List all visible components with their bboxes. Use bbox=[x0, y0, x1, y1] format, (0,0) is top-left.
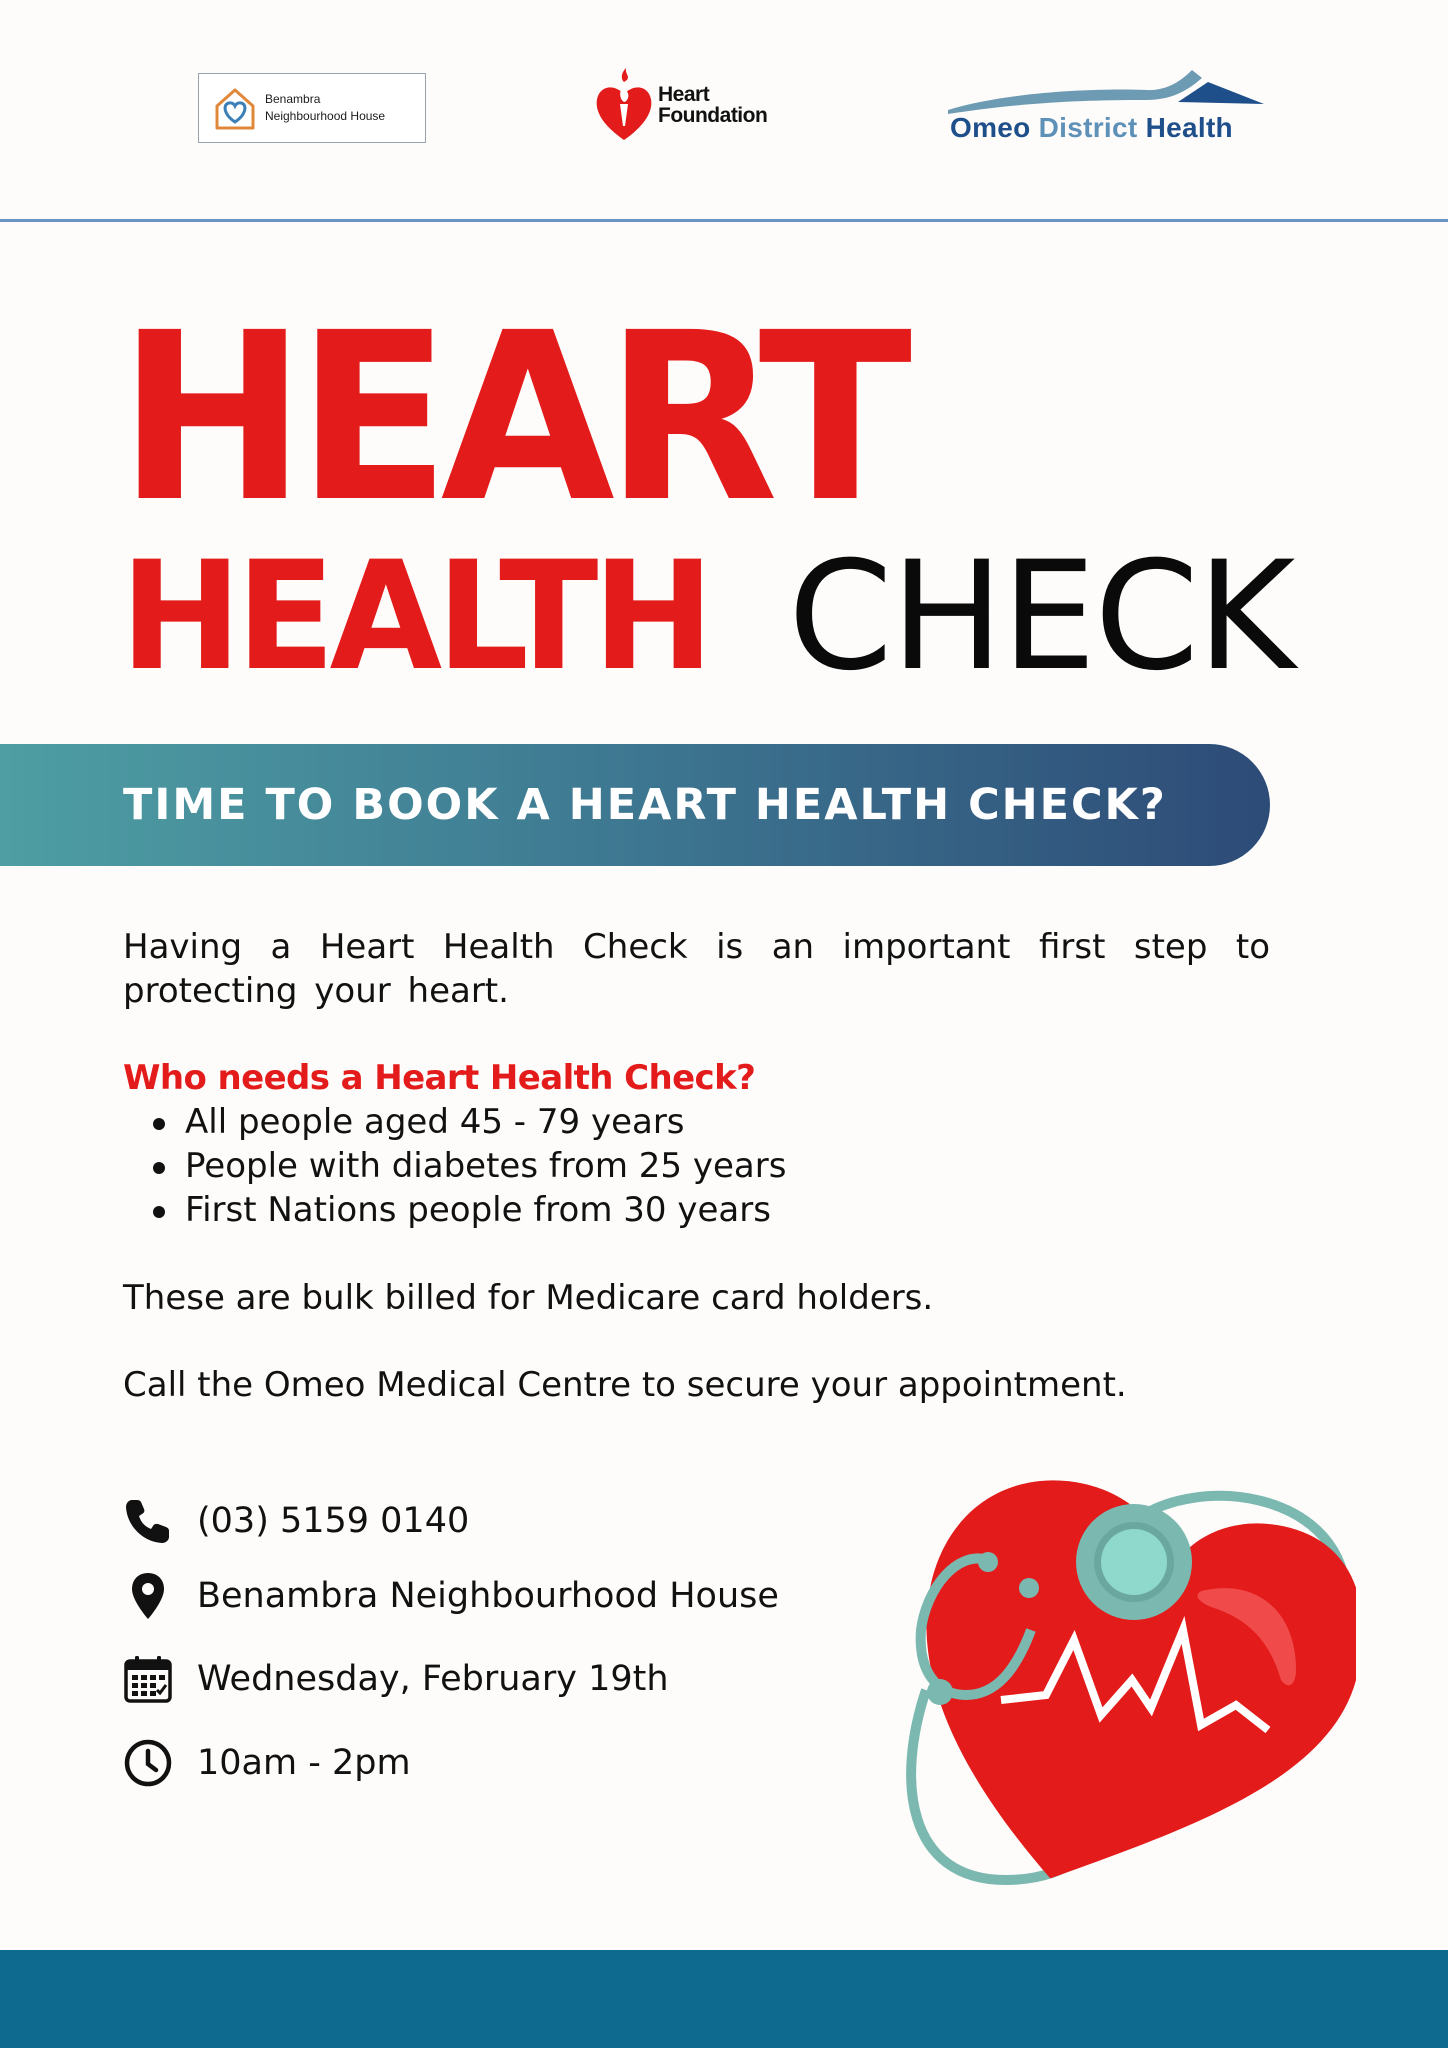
phone-icon bbox=[123, 1496, 173, 1546]
phone-number[interactable]: (03) 5159 0140 bbox=[197, 1501, 470, 1541]
footer-bar bbox=[0, 1950, 1448, 2048]
list-item: All people aged 45 - 79 years bbox=[123, 1100, 786, 1144]
mountain-swoosh-icon bbox=[946, 66, 1266, 116]
date-text: Wednesday, February 19th bbox=[197, 1659, 669, 1699]
call-instruction: Call the Omeo Medical Centre to secure your appointment. bbox=[123, 1365, 1127, 1405]
list-item: First Nations people from 30 years bbox=[123, 1188, 786, 1232]
who-needs-heading: Who needs a Heart Health Check? bbox=[123, 1058, 756, 1098]
house-heart-icon bbox=[213, 84, 257, 132]
time-row bbox=[123, 1735, 411, 1791]
eligibility-list bbox=[123, 1100, 786, 1232]
location-row bbox=[123, 1568, 779, 1624]
title-line2 bbox=[120, 530, 1294, 704]
location-pin-icon bbox=[123, 1571, 173, 1621]
time-text: 10am - 2pm bbox=[197, 1743, 411, 1783]
benambra-logo bbox=[198, 73, 426, 143]
heart-foundation-logo bbox=[594, 66, 767, 144]
intro-paragraph: Having a Heart Health Check is an important first step to protecting your heart. bbox=[123, 927, 1270, 1011]
phone-row[interactable] bbox=[123, 1493, 469, 1549]
heart-foundation-line2: Foundation bbox=[658, 104, 768, 127]
benambra-logo-line2: Neighbourhood House bbox=[265, 109, 386, 123]
health-word: Health bbox=[1145, 112, 1233, 143]
location-text: Benambra Neighbourhood House bbox=[197, 1576, 779, 1616]
title-heart: HEART bbox=[118, 283, 903, 553]
clock-icon bbox=[123, 1738, 173, 1788]
district-word: District bbox=[1038, 112, 1146, 143]
section-banner bbox=[0, 744, 1270, 866]
omeo-word: Omeo bbox=[950, 112, 1039, 143]
banner-text: TIME TO BOOK A HEART HEALTH CHECK? bbox=[123, 780, 1167, 830]
title-health: HEALTH bbox=[120, 530, 709, 704]
benambra-logo-line1: Benambra bbox=[265, 92, 321, 106]
list-item: People with diabetes from 25 years bbox=[123, 1144, 786, 1188]
heart-torch-icon bbox=[594, 66, 654, 144]
partner-logos bbox=[0, 0, 1448, 220]
bulk-billed-note: These are bulk billed for Medicare card holders. bbox=[123, 1278, 934, 1318]
calendar-icon bbox=[123, 1654, 173, 1704]
heart-stethoscope-icon bbox=[896, 1480, 1356, 1920]
header-divider bbox=[0, 219, 1448, 222]
heart-foundation-line1: Heart bbox=[658, 83, 710, 106]
title-check: CHECK bbox=[788, 530, 1294, 704]
omeo-district-health-logo bbox=[946, 66, 1266, 146]
date-row bbox=[123, 1651, 669, 1707]
